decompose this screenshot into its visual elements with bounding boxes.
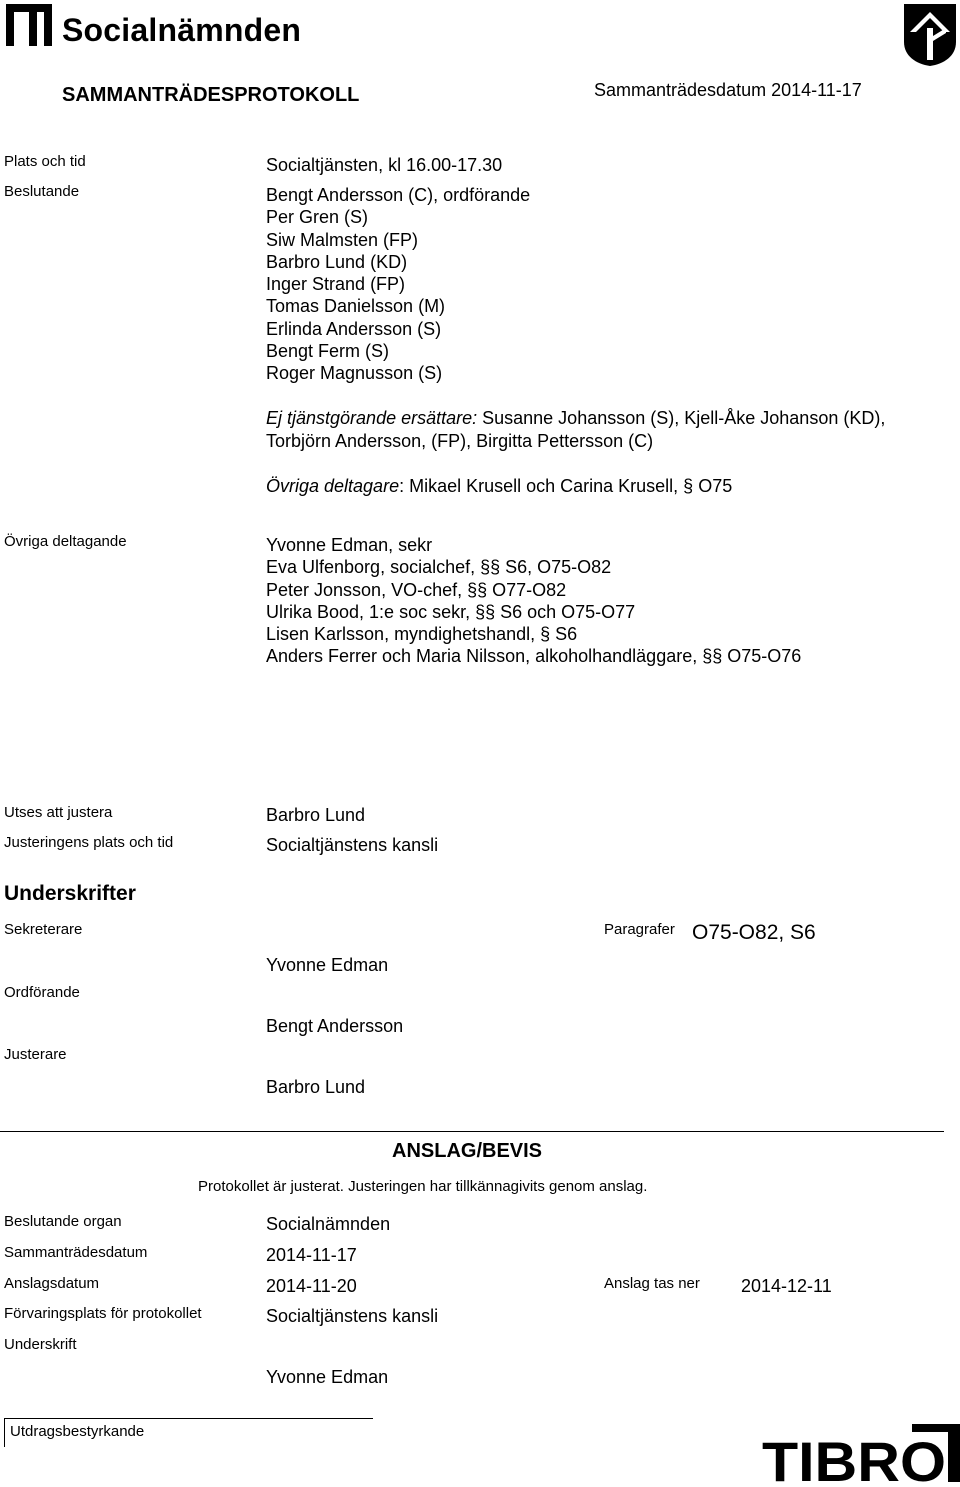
meeting-date: Sammanträdesdatum 2014-11-17 xyxy=(594,80,862,100)
underskrift-name: Yvonne Edman xyxy=(266,1367,389,1387)
deltagande-item: Lisen Karlsson, myndighetshandl, § S6 xyxy=(266,624,578,645)
sekreterare-label: Sekreterare xyxy=(4,921,83,938)
beslutande-item: Erlinda Andersson (S) xyxy=(266,318,442,339)
anslagsdatum-value: 2014-11-20 xyxy=(266,1276,357,1296)
underskrifter-heading: Underskrifter xyxy=(4,882,136,905)
utses-label: Utses att justera xyxy=(4,804,113,821)
ovriga-deltagare-line xyxy=(266,475,732,497)
ersattare-label: Ej tjänstgörande ersättare: xyxy=(266,408,478,428)
ovriga-deltagare-label: Övriga deltagare xyxy=(266,476,400,496)
sammantradesdatum-value: 2014-11-17 xyxy=(266,1245,357,1265)
justerare-name: Barbro Lund xyxy=(266,1077,366,1097)
ordforande-label: Ordförande xyxy=(4,984,80,1001)
utdrag-label: Utdragsbestyrkande xyxy=(10,1423,145,1440)
deltagande-item: Eva Ulfenborg, socialchef, §§ S6, O75-O82 xyxy=(266,557,612,578)
tas-ner-label: Anslag tas ner xyxy=(604,1275,700,1292)
beslutande-item: Inger Strand (FP) xyxy=(266,274,406,295)
organ-value: Socialnämnden xyxy=(266,1214,391,1234)
beslutande-item: Siw Malmsten (FP) xyxy=(266,229,419,250)
beslutande-item: Bengt Andersson (C), ordförande xyxy=(266,185,531,205)
justering-plats-value: Socialtjänstens kansli xyxy=(266,835,439,855)
ersattare-line-2: Torbjörn Andersson, (FP), Birgitta Pettersson (C) xyxy=(266,431,654,451)
ordforande-name: Bengt Andersson xyxy=(266,1016,404,1036)
tas-ner-value: 2014-12-11 xyxy=(741,1276,832,1296)
forvaring-value: Socialtjänstens kansli xyxy=(266,1306,439,1326)
tibro-logo-post-icon xyxy=(948,1424,960,1482)
organ-label: Beslutande organ xyxy=(4,1213,122,1230)
sekreterare-name: Yvonne Edman xyxy=(266,955,389,975)
ovriga-deltagande-list xyxy=(266,534,801,668)
org-name: Socialnämnden xyxy=(62,12,302,48)
beslutande-label: Beslutande xyxy=(4,183,80,200)
forvaring-label: Förvaringsplats för protokollet xyxy=(4,1305,202,1322)
tibro-logo-text: TIBRO xyxy=(762,1430,946,1484)
justerare-label: Justerare xyxy=(4,1046,67,1063)
ovriga-deltagare-value: : Mikael Krusell och Carina Krusell, § O75 xyxy=(399,476,733,496)
utses-value: Barbro Lund xyxy=(266,805,366,825)
deltagande-item: Ulrika Bood, 1:e soc sekr, §§ S6 och O75-O77 xyxy=(266,601,636,622)
anslagsdatum-label: Anslagsdatum xyxy=(4,1275,100,1292)
beslutande-item: Barbro Lund (KD) xyxy=(266,251,408,272)
deltagande-item: Anders Ferrer och Maria Nilsson, alkoholhandläggare, §§ O75-O76 xyxy=(266,646,802,667)
plats-value: Socialtjänsten, kl 16.00-17.30 xyxy=(266,155,503,175)
paragrafer-label: Paragrafer xyxy=(604,921,675,938)
deltagande-item: Peter Jonsson, VO-chef, §§ O77-O82 xyxy=(266,579,567,600)
beslutande-item: Bengt Ferm (S) xyxy=(266,341,390,362)
justering-plats-label: Justeringens plats och tid xyxy=(4,834,174,851)
municipal-shield-icon xyxy=(902,2,958,68)
plats-label: Plats och tid xyxy=(4,153,86,170)
beslutande-item: Roger Magnusson (S) xyxy=(266,363,443,384)
ovriga-deltagande-label: Övriga deltagande xyxy=(4,533,127,550)
paragrafer-value: O75-O82, S6 xyxy=(692,921,816,944)
anslag-divider xyxy=(0,1131,944,1132)
ersattare-line-1 xyxy=(266,407,885,429)
deltagande-item: Yvonne Edman, sekr xyxy=(266,535,433,555)
anslag-heading: ANSLAG/BEVIS xyxy=(392,1140,543,1162)
tibro-t-logo-icon xyxy=(6,4,52,46)
tibro-logo xyxy=(762,1424,960,1484)
sammantradesdatum-label: Sammanträdesdatum xyxy=(4,1244,148,1261)
beslutande-list xyxy=(266,184,530,385)
beslutande-item: Per Gren (S) xyxy=(266,207,369,228)
ersattare-names-1: Susanne Johansson (S), Kjell-Åke Johanson (KD), xyxy=(477,408,886,428)
beslutande-item: Tomas Danielsson (M) xyxy=(266,296,446,317)
underskrift-label: Underskrift xyxy=(4,1336,77,1353)
anslag-note: Protokollet är justerat. Justeringen har tillkännagivits genom anslag. xyxy=(198,1178,648,1195)
doc-title: SAMMANTRÄDESPROTOKOLL xyxy=(62,84,360,106)
